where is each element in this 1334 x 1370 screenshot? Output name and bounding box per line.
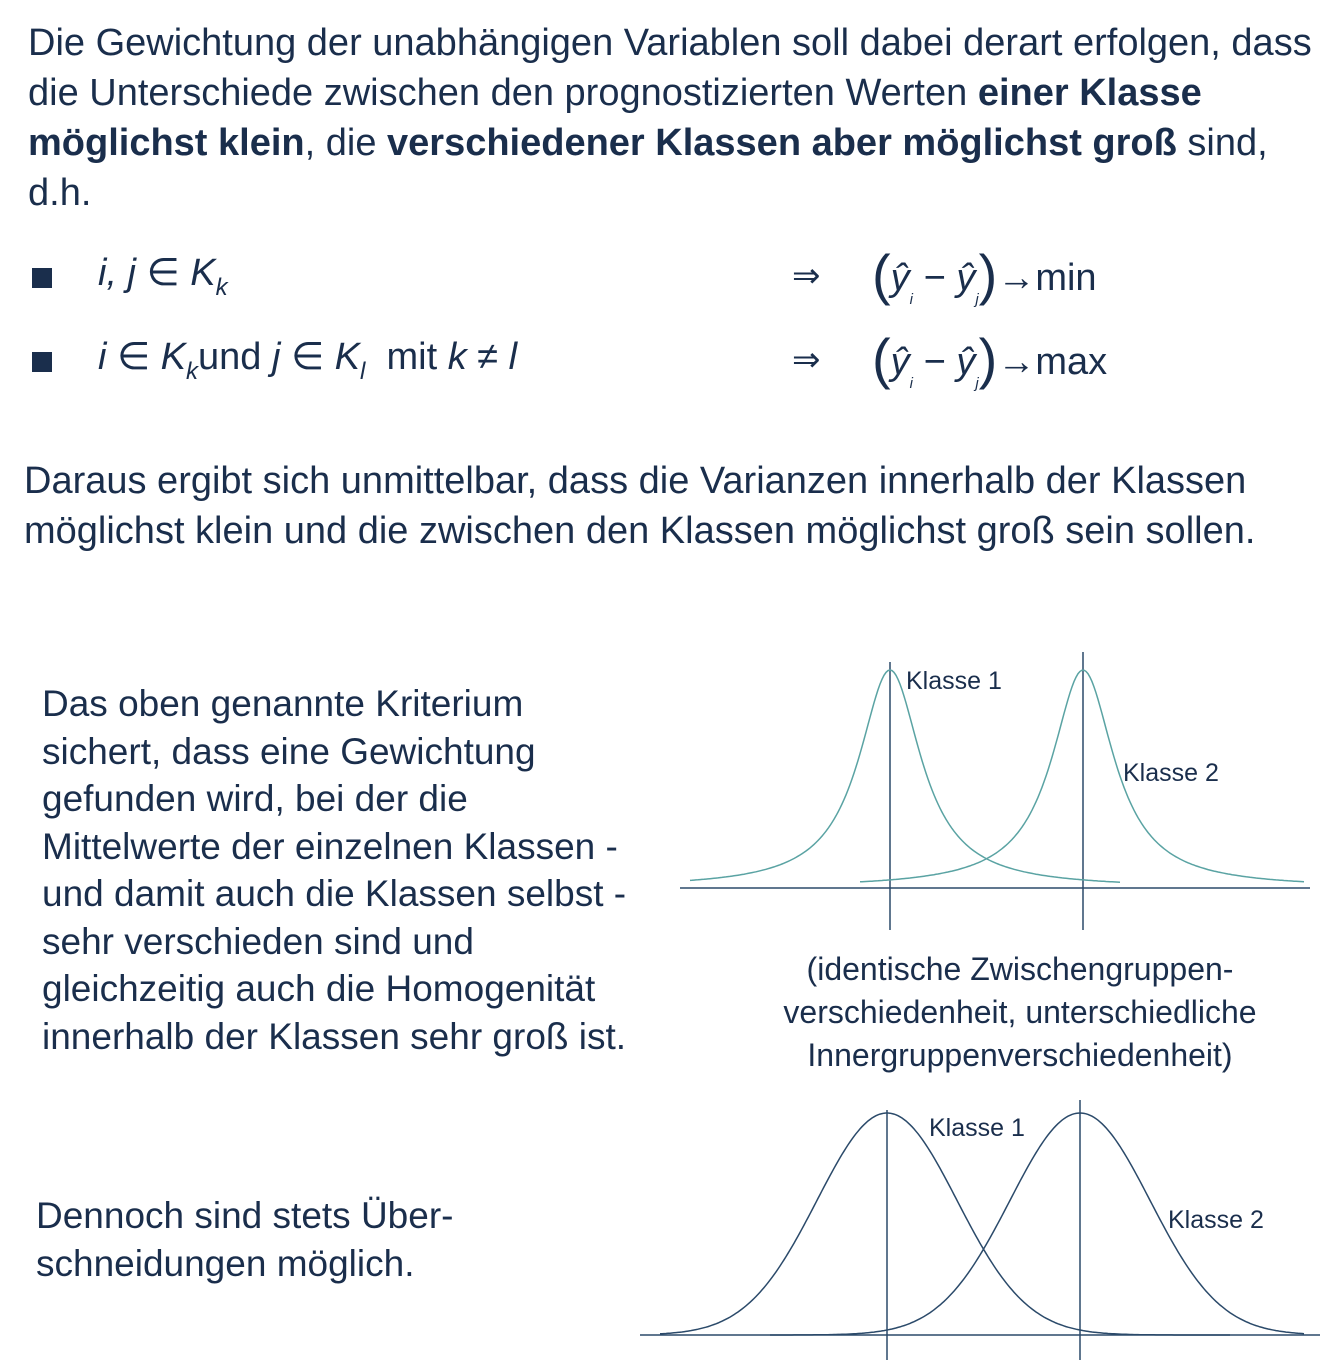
fig1-label-klasse-2: Klasse 2 — [1123, 759, 1219, 787]
target-min: min — [1035, 257, 1097, 299]
figure-caption: (identische Zwischengruppen-verschiedenheit, unterschiedliche Innergruppenverschiedenheit) — [783, 951, 1257, 1073]
implies-1: ⇒ — [792, 257, 821, 295]
fig2-label-klasse-1: Klasse 1 — [929, 1114, 1025, 1142]
yhat-j-1: ŷ — [956, 257, 976, 299]
yhat-i-1: ŷ — [890, 257, 910, 299]
intro-text-3: sind, d.h. — [28, 122, 1268, 214]
fig2-curve-klasse-1 — [660, 1113, 1230, 1335]
fig1-label-klasse-1: Klasse 1 — [906, 667, 1002, 695]
condition-1-sub: k — [215, 274, 228, 301]
expression-2: ($ŷ_i$ − $ŷ_j)\to\max$ — [872, 327, 1108, 392]
fig2-label-klasse-2: Klasse 2 — [1168, 1206, 1264, 1234]
intro-text-1: Die Gewichtung der unabhängigen Variablen soll dabei derart erfolgen, dass die Unterschiede zwischen den prognostizierten Werten — [28, 22, 1312, 114]
implies-2: ⇒ — [792, 341, 821, 379]
expression-1: ($ŷ_i$ − $ŷ_j)\to\min$ — [872, 243, 1097, 308]
paragraph-2: Daraus ergibt sich unmittelbar, dass die Varianzen innerhalb der Klassen möglichst klein und die zwischen den Klassen möglichst groß sein sollen. — [24, 460, 1256, 552]
criterion-explanation: Das oben genannte Kriterium sichert, dass eine Gewichtung gefunden wird, bei der die Mittelwerte der einzelnen Klassen - und damit auch die Klassen selbst - sehr verschieden sind und gleichzeitig auch die Homogenität innerhalb der Klassen sehr groß ist. — [42, 683, 627, 1057]
figure-wide-distributions — [640, 1100, 1320, 1360]
intro-bold-1: einer Klasse möglichst klein — [28, 72, 1202, 164]
fig1-curve-klasse-1 — [690, 670, 1120, 882]
figure-narrow-distributions — [680, 652, 1310, 930]
condition-1-set: i, j ∈ K — [98, 252, 216, 294]
overlap-note: Dennoch sind stets Über-schneidungen möglich. — [36, 1195, 454, 1284]
condition-2: i ∈ $K_kund$ j ∈ $K_l$ mit k ≠ l — [98, 336, 518, 385]
intro-text-2: , die — [304, 122, 388, 164]
intro-bold-2: verschiedener Klassen aber möglichst groß — [387, 122, 1177, 164]
target-max: max — [1035, 341, 1108, 383]
